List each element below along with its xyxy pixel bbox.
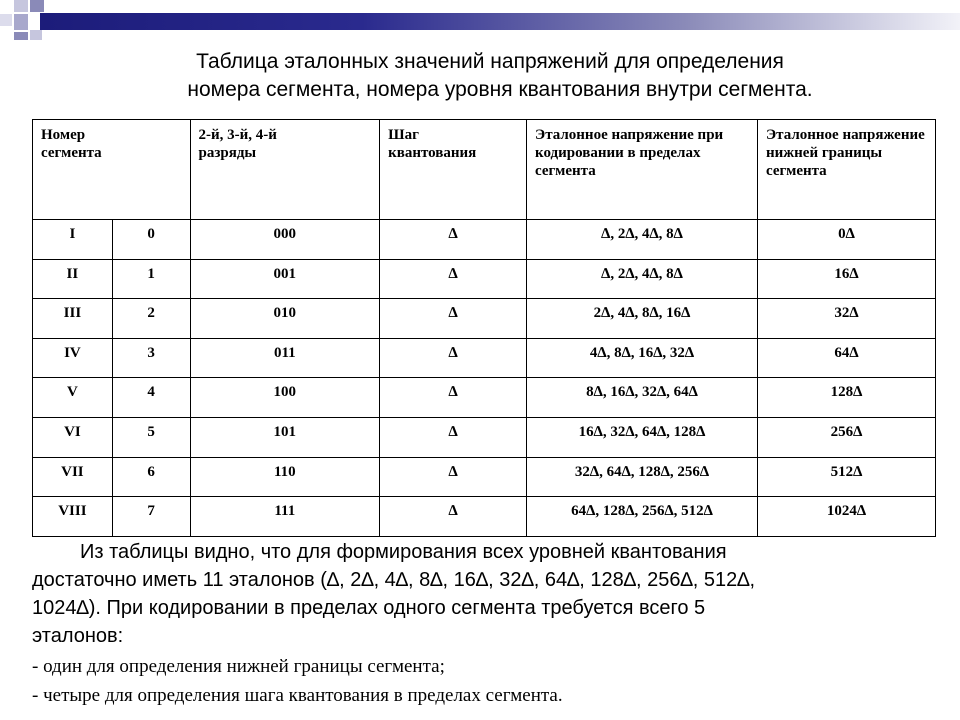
decor-square xyxy=(30,0,44,12)
cell-ref-voltage: 16∆, 32∆, 64∆, 128∆ xyxy=(527,417,758,457)
cell-lower-bound: 32∆ xyxy=(757,299,935,339)
cell-step: ∆ xyxy=(380,338,527,378)
header-ref-voltage: Эталонное напряжение при кодировании в пределах сегмента xyxy=(527,120,758,220)
title-line-2: номера сегмента, номера уровня квантования внутри сегмента. xyxy=(187,78,813,101)
cell-step: ∆ xyxy=(380,457,527,497)
cell-bits: 010 xyxy=(190,299,380,339)
decor-square xyxy=(14,14,28,30)
paragraph-line: достаточно иметь 11 эталонов (∆, 2∆, 4∆, 8∆, 16∆, 32∆, 64∆, 128∆, 256∆, 512∆, xyxy=(32,569,756,591)
cell-segment-index: 2 xyxy=(112,299,190,339)
page-title xyxy=(110,48,870,104)
table-row xyxy=(33,497,936,537)
table-row xyxy=(33,378,936,418)
cell-segment-roman: IV xyxy=(33,338,113,378)
cell-segment-roman: II xyxy=(33,259,113,299)
cell-ref-voltage: 8∆, 16∆, 32∆, 64∆ xyxy=(527,378,758,418)
cell-step: ∆ xyxy=(380,299,527,339)
cell-ref-voltage: ∆, 2∆, 4∆, 8∆ xyxy=(527,220,758,260)
cell-ref-voltage: 4∆, 8∆, 16∆, 32∆ xyxy=(527,338,758,378)
explanation-paragraph xyxy=(32,538,936,650)
cell-bits: 111 xyxy=(190,497,380,537)
cell-lower-bound: 0∆ xyxy=(757,220,935,260)
decor-square xyxy=(14,0,28,12)
cell-step: ∆ xyxy=(380,220,527,260)
cell-segment-roman: III xyxy=(33,299,113,339)
cell-segment-roman: VIII xyxy=(33,497,113,537)
list-item-lower-bound: - один для определения нижней границы сегмента; xyxy=(32,656,445,677)
cell-segment-index: 3 xyxy=(112,338,190,378)
cell-bits: 100 xyxy=(190,378,380,418)
cell-ref-voltage: 64∆, 128∆, 256∆, 512∆ xyxy=(527,497,758,537)
cell-bits: 101 xyxy=(190,417,380,457)
table-row xyxy=(33,220,936,260)
table-row xyxy=(33,417,936,457)
cell-ref-voltage: 32∆, 64∆, 128∆, 256∆ xyxy=(527,457,758,497)
paragraph-line: Из таблицы видно, что для формирования всех уровней квантования xyxy=(80,541,727,563)
cell-segment-index: 4 xyxy=(112,378,190,418)
header-step: Шаг квантования xyxy=(380,120,527,220)
cell-segment-roman: I xyxy=(33,220,113,260)
cell-step: ∆ xyxy=(380,378,527,418)
decorative-header xyxy=(0,0,960,40)
header-gradient-band xyxy=(40,13,960,30)
cell-segment-index: 6 xyxy=(112,457,190,497)
decor-square xyxy=(0,14,12,26)
decor-square xyxy=(14,32,28,40)
decor-square xyxy=(30,30,42,40)
cell-ref-voltage: ∆, 2∆, 4∆, 8∆ xyxy=(527,259,758,299)
cell-segment-index: 5 xyxy=(112,417,190,457)
cell-segment-index: 0 xyxy=(112,220,190,260)
cell-ref-voltage: 2∆, 4∆, 8∆, 16∆ xyxy=(527,299,758,339)
cell-segment-index: 7 xyxy=(112,497,190,537)
paragraph-line: 1024∆). При кодировании в пределах одного сегмента требуется всего 5 xyxy=(32,597,706,619)
paragraph-line: эталонов: xyxy=(32,625,124,647)
table-row xyxy=(33,457,936,497)
cell-bits: 011 xyxy=(190,338,380,378)
cell-segment-roman: VII xyxy=(33,457,113,497)
cell-segment-roman: VI xyxy=(33,417,113,457)
cell-lower-bound: 16∆ xyxy=(757,259,935,299)
cell-step: ∆ xyxy=(380,417,527,457)
list-item-step: - четыре для определения шага квантования в пределах сегмента. xyxy=(32,685,563,706)
header-segment-number: Номер сегмента xyxy=(33,120,191,220)
cell-step: ∆ xyxy=(380,497,527,537)
header-bits: 2-й, 3-й, 4-й разряды xyxy=(190,120,380,220)
title-line-1: Таблица эталонных значений напряжений для определения xyxy=(196,50,784,73)
cell-bits: 000 xyxy=(190,220,380,260)
cell-bits: 001 xyxy=(190,259,380,299)
cell-step: ∆ xyxy=(380,259,527,299)
cell-segment-roman: V xyxy=(33,378,113,418)
header-lower-bound: Эталонное напряжение нижней границы сегмента xyxy=(757,120,935,220)
cell-lower-bound: 256∆ xyxy=(757,417,935,457)
cell-lower-bound: 128∆ xyxy=(757,378,935,418)
table-row xyxy=(33,338,936,378)
cell-lower-bound: 512∆ xyxy=(757,457,935,497)
cell-lower-bound: 64∆ xyxy=(757,338,935,378)
table-row xyxy=(33,299,936,339)
cell-bits: 110 xyxy=(190,457,380,497)
table-header-row xyxy=(33,120,936,220)
reference-voltage-table xyxy=(32,119,936,537)
cell-segment-index: 1 xyxy=(112,259,190,299)
cell-lower-bound: 1024∆ xyxy=(757,497,935,537)
table-row xyxy=(33,259,936,299)
